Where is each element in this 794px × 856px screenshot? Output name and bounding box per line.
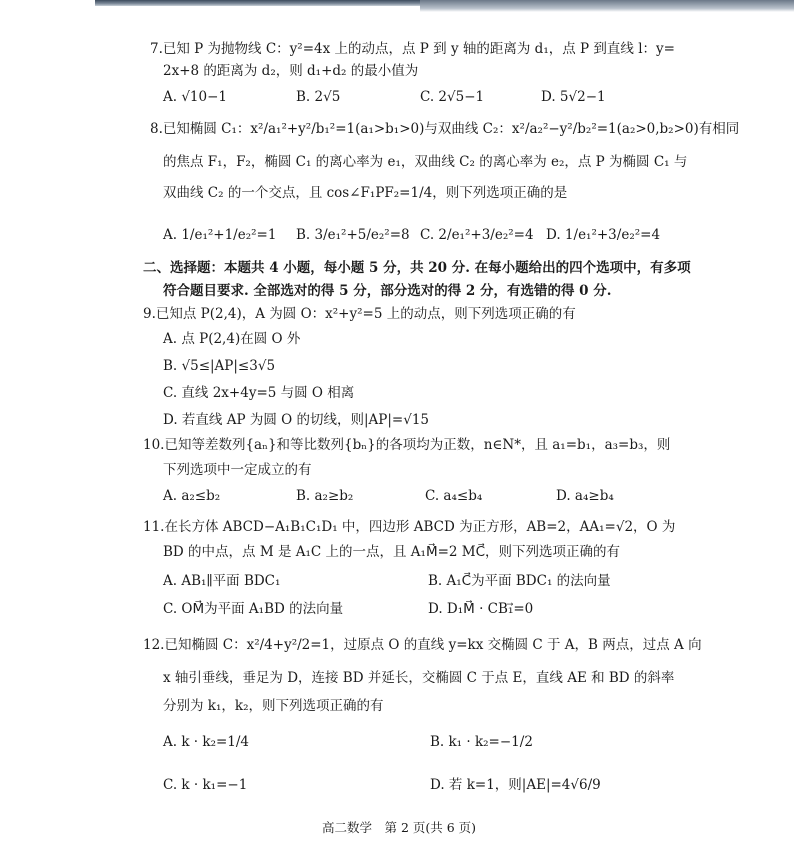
q7-stem-line1: 7.已知 P 为抛物线 C：y²=4x 上的动点，点 P 到 y 轴的距离为 d₁，点 P 到直线 l：y= bbox=[150, 41, 675, 57]
q11-option-c: C. OM⃗为平面 A₁BD 的法向量 bbox=[163, 601, 344, 617]
q11-option-d: D. D₁M⃗ · CB₁⃗=0 bbox=[428, 601, 534, 617]
q9-option-c: C. 直线 2x+4y=5 与圆 O 相离 bbox=[163, 385, 355, 401]
q10-option-c: C. a₄≤b₄ bbox=[425, 488, 483, 504]
q11-stem-line1: 11.在长方体 ABCD−A₁B₁C₁D₁ 中，四边形 ABCD 为正方形，AB=2，AA₁=√2，O 为 bbox=[143, 519, 676, 535]
q7-stem-line2: 2x+8 的距离为 d₂，则 d₁+d₂ 的最小值为 bbox=[163, 63, 419, 79]
q7-option-a: A. √10−1 bbox=[163, 89, 228, 105]
q12-stem-line1: 12.已知椭圆 C：x²/4+y²/2=1，过原点 O 的直线 y=kx 交椭圆 C 于 A，B 两点，过点 A 向 bbox=[143, 637, 702, 653]
section-2-instructions: 符合题目要求. 全部选对的得 5 分，部分选对的得 2 分，有选错的得 0 分. bbox=[163, 283, 612, 299]
q11-option-b: B. A₁C⃗为平面 BDC₁ 的法向量 bbox=[428, 573, 611, 589]
q10-option-b: B. a₂≥b₂ bbox=[296, 488, 354, 504]
q8-stem-line2: 的焦点 F₁，F₂，椭圆 C₁ 的离心率为 e₁，双曲线 C₂ 的离心率为 e₂，点 P 为椭圆 C₁ 与 bbox=[163, 154, 688, 170]
q12-option-b: B. k₁ · k₂=−1/2 bbox=[430, 734, 533, 750]
section-2-heading: 二、选择题：本题共 4 小题，每小题 5 分，共 20 分. 在每小题给出的四个选项中，有多项 bbox=[143, 260, 691, 276]
q10-option-d: D. a₄≥b₄ bbox=[556, 488, 614, 504]
q12-option-c: C. k · k₁=−1 bbox=[163, 777, 248, 793]
q10-stem-line1: 10.已知等差数列{aₙ}和等比数列{bₙ}的各项均为正数，n∈N*，且 a₁=b₁，a₃=b₃，则 bbox=[143, 437, 671, 453]
q8-option-c: C. 2/e₁²+3/e₂²=4 bbox=[420, 227, 534, 243]
q9-stem: 9.已知点 P(2,4)，A 为圆 O：x²+y²=5 上的动点，则下列选项正确的有 bbox=[143, 306, 576, 322]
q8-option-b: B. 3/e₁²+5/e₂²=8 bbox=[296, 227, 410, 243]
q10-stem-line2: 下列选项中一定成立的有 bbox=[163, 462, 312, 478]
q11-option-a: A. AB₁∥平面 BDC₁ bbox=[163, 573, 281, 589]
q12-stem-line3: 分别为 k₁，k₂，则下列选项正确的有 bbox=[163, 698, 384, 714]
q12-stem-line2: x 轴引垂线，垂足为 D，连接 BD 并延长，交椭圆 C 于点 E，直线 AE 和 BD 的斜率 bbox=[163, 670, 675, 686]
q10-option-a: A. a₂≤b₂ bbox=[163, 488, 221, 504]
scan-edge-shadow bbox=[420, 0, 794, 12]
q9-option-d: D. 若直线 AP 为圆 O 的切线，则|AP|=√15 bbox=[163, 412, 430, 428]
q7-option-c: C. 2√5−1 bbox=[420, 89, 485, 105]
q7-option-b: B. 2√5 bbox=[296, 89, 341, 105]
q8-option-d: D. 1/e₁²+3/e₂²=4 bbox=[546, 227, 661, 243]
q8-stem-line1: 8.已知椭圆 C₁：x²/a₁²+y²/b₁²=1(a₁>b₁>0)与双曲线 C₂：x²/a₂²−y²/b₂²=1(a₂>0,b₂>0)有相同 bbox=[150, 121, 740, 137]
q7-option-d: D. 5√2−1 bbox=[541, 89, 606, 105]
q8-stem-line3: 双曲线 C₂ 的一个交点，且 cos∠F₁PF₂=1/4，则下列选项正确的是 bbox=[163, 185, 568, 201]
q9-option-a: A. 点 P(2,4)在圆 O 外 bbox=[163, 331, 301, 347]
q12-option-a: A. k · k₂=1/4 bbox=[163, 734, 250, 750]
q9-option-b: B. √5≤|AP|≤3√5 bbox=[163, 358, 276, 374]
q12-option-d: D. 若 k=1，则|AE|=4√6/9 bbox=[430, 777, 601, 793]
page-footer: 高二数学 第 2 页(共 6 页) bbox=[322, 820, 477, 835]
q11-stem-line2: BD 的中点，点 M 是 A₁C 上的一点，且 A₁M⃗=2 MC⃗，则下列选项正确的有 bbox=[163, 544, 621, 560]
q8-option-a: A. 1/e₁²+1/e₂²=1 bbox=[163, 227, 277, 243]
